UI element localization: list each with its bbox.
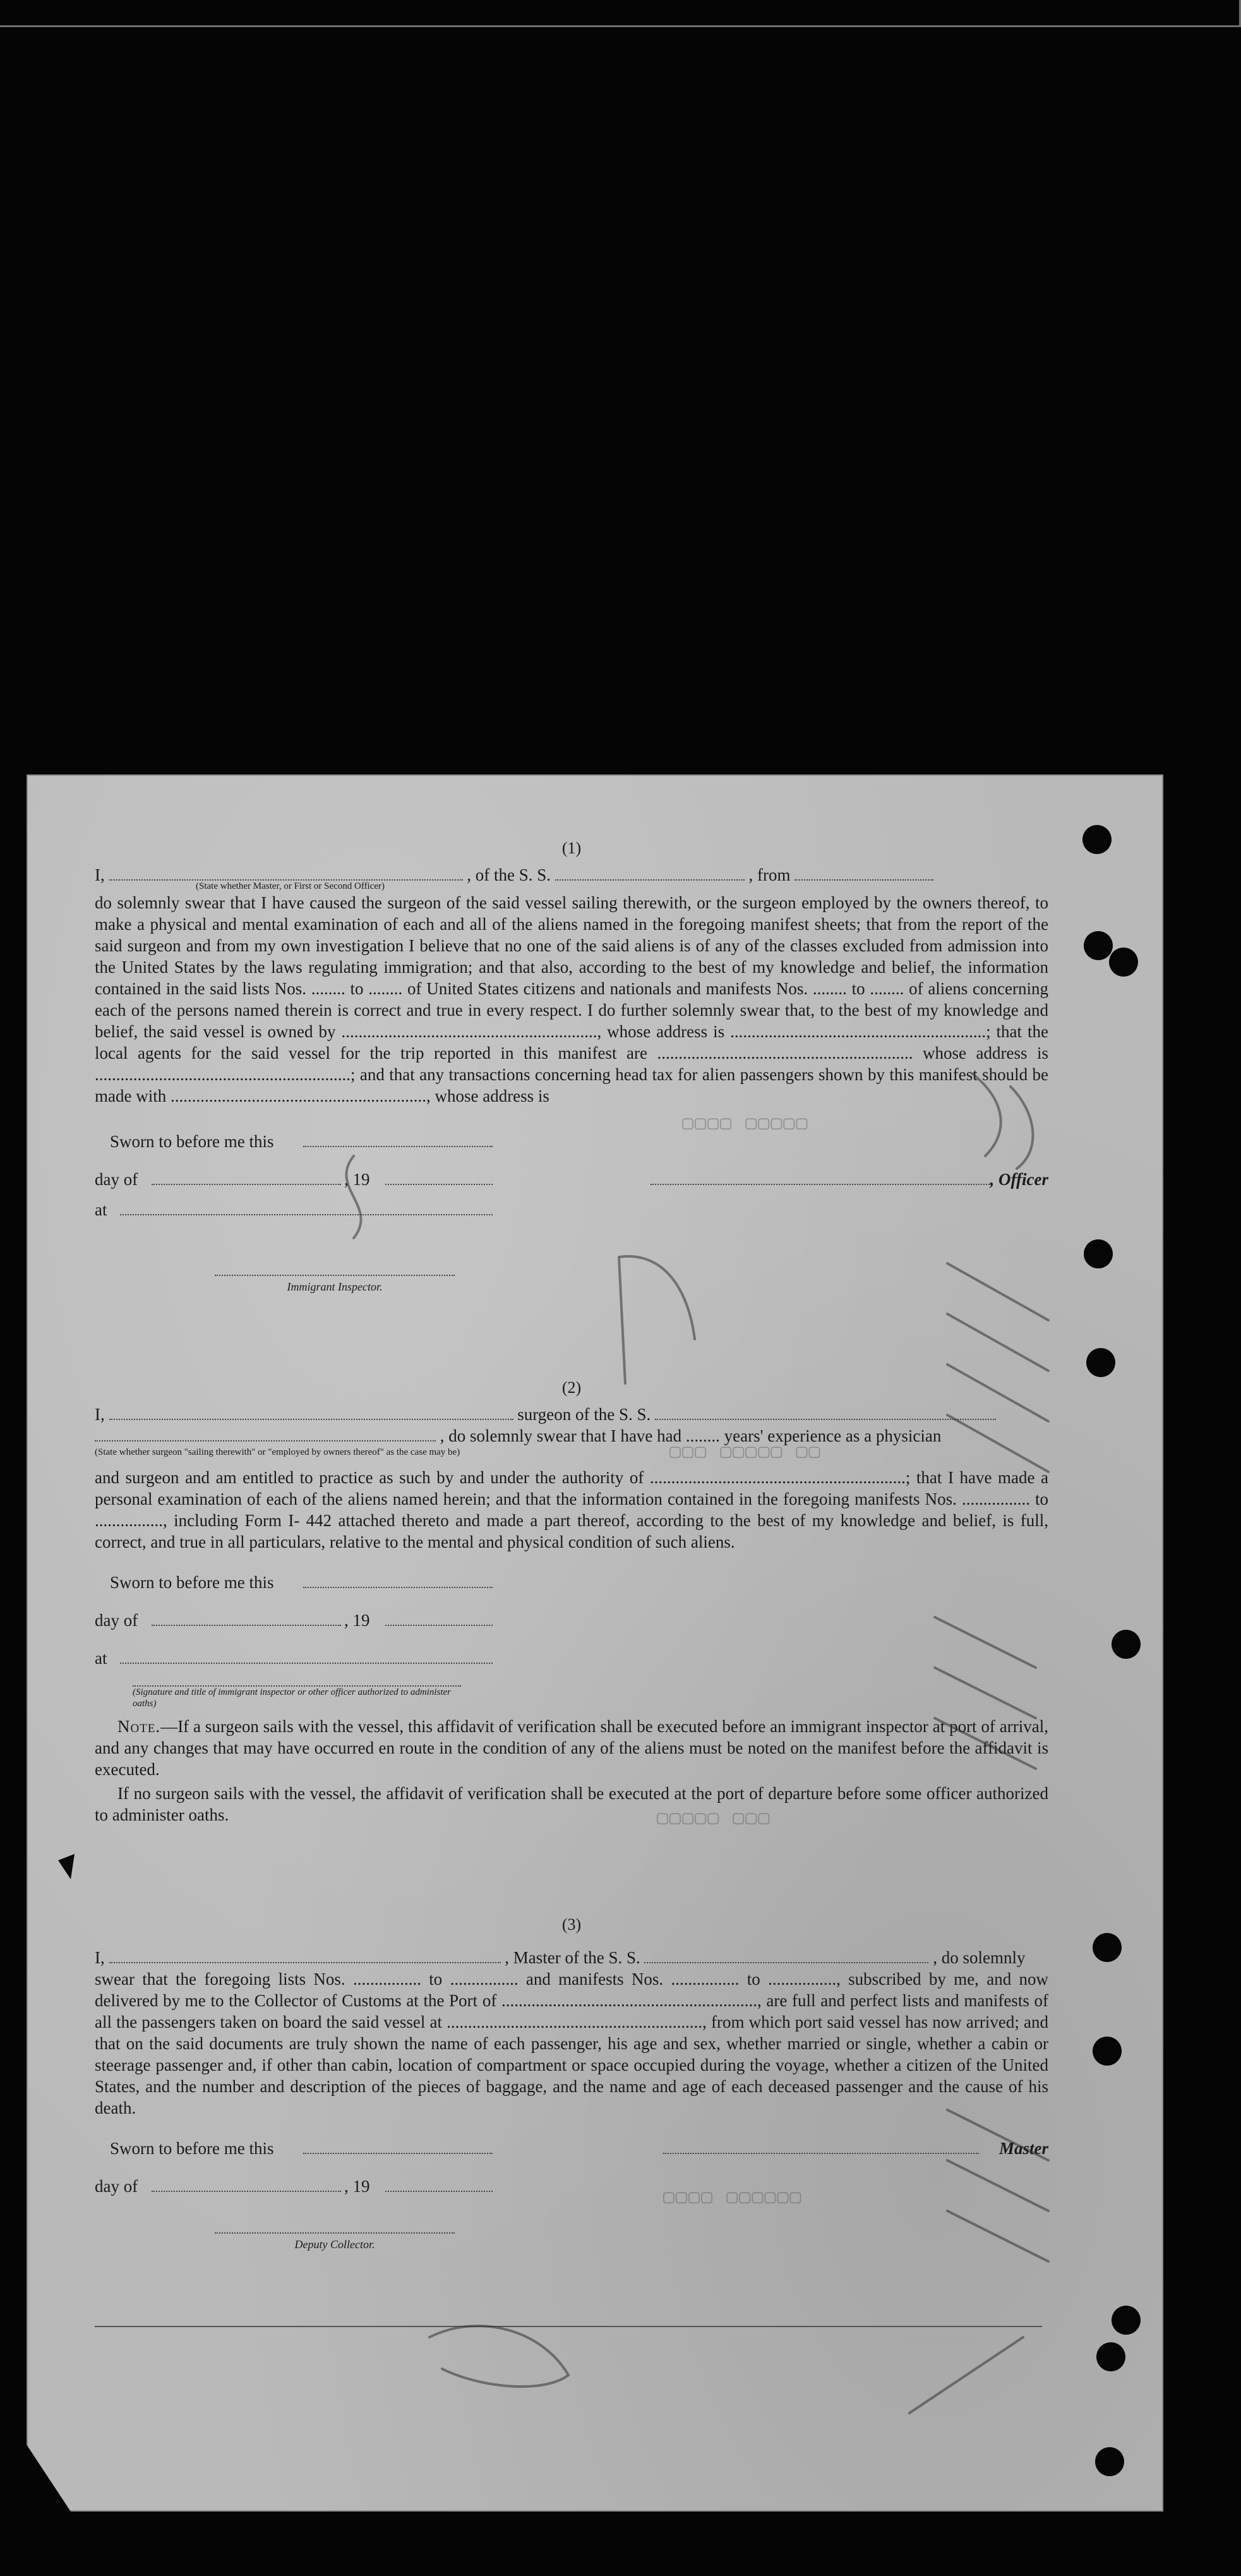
punch-hole (1084, 931, 1113, 960)
port-field[interactable] (794, 864, 933, 881)
at-row: at (95, 1647, 1048, 1679)
name-field[interactable] (109, 1404, 513, 1420)
year-field[interactable] (385, 2176, 493, 2192)
at-field[interactable] (120, 1647, 493, 1664)
surgeon-type-field[interactable] (95, 1425, 436, 1441)
collector-caption: Deputy Collector. (294, 2238, 375, 2251)
section-number: (1) (561, 839, 582, 857)
surgeon-oath-body: and surgeon and am entitled to practice as such by and under the authority of ............................................................; that I have made a personal examination of each of the aliens named herein; and that the information contained in the foregoing manifests Nos. ................ to ................, including Form I- 442 attached thereto and made a part thereof, according to the best of my knowledge and belief, is full, correct, and true in all particulars, relative to the mental and physical condition of such aliens. (95, 1468, 1048, 1551)
at-row: at (95, 1199, 1048, 1249)
collector-oath-line: I, , Master of the S. S. , do solemnly (95, 1948, 1026, 1967)
sworn-date-field[interactable] (303, 2138, 493, 2154)
bottom-rule (95, 2326, 1042, 2327)
punch-hole (1096, 2342, 1125, 2371)
sworn-date-field[interactable] (303, 1572, 493, 1588)
signature-caption: (Signature and title of immigrant inspector or other officer authorized to administer oaths) (133, 1687, 452, 1709)
name-field[interactable] (109, 1947, 501, 1963)
affidavit-content (95, 834, 1048, 2255)
punch-hole (1093, 1933, 1122, 1962)
punch-hole (1082, 825, 1112, 854)
master-oath-line: I, , of the S. S. , from (95, 864, 1048, 886)
day-row: day of , 19 , Officer (95, 1170, 1048, 1189)
punch-hole (1095, 2447, 1124, 2476)
day-row: day of , 19 (95, 2176, 1048, 2213)
section-number: (2) (561, 1378, 582, 1397)
bleed-through-text: ▢▢▢▢▢ ▢▢▢ (657, 1809, 771, 1830)
day-field[interactable] (152, 1610, 341, 1626)
surgeon-note: Note.—If a surgeon sails with the vessel, this affidavit of verification shall be executed before an immigrant inspector at port of arrival, and any changes that may have occurred en route in the condition of any of the aliens must be noted on the manifest before the affidavit is executed. (95, 1717, 1048, 1779)
vessel-field[interactable] (555, 864, 745, 881)
vessel-field[interactable] (644, 1947, 928, 1963)
sworn-row: Sworn to before me this (95, 1572, 1048, 1610)
year-field[interactable] (385, 1610, 493, 1626)
bleed-through-text: ▢▢▢▢ ▢▢▢▢▢ (682, 1114, 809, 1135)
field-caption: (State whether surgeon "sailing therewith" or "employed by owners thereof" as the case may be) (95, 1447, 460, 1457)
inspector-caption: Immigrant Inspector. (287, 1280, 383, 1293)
punch-hole (1109, 948, 1138, 977)
sworn-row: Sworn to before me this (95, 1131, 1048, 1169)
punch-hole (1086, 1348, 1115, 1377)
collector-oath-body: swear that the foregoing lists Nos. ................ to ................ and manifests Nos. ................ to ................, subscribed by me, and now delivered by me to the Collector of Customs at the Port of ............................................................, are full and perfect lists and manifests of all the passengers taken on board the said vessel at ............................................................, from which port said vessel has now arrived; and that on the said documents are truly shown the name of each passenger, his age and sex, whether married or single, whether a cabin or steerage passenger and, if other than cabin, location of compartment or space occupied during the voyage, whether a citizen of the United States, and the number and description of the pieces of baggage, and the name and age of each deceased passenger and the cause of his death. (95, 1970, 1048, 2117)
surgeon-oath-line-2: , do solemnly swear that I have had ........ years' experience as a physician (95, 1425, 1048, 1447)
at-field[interactable] (120, 1199, 493, 1215)
name-field[interactable] (109, 864, 463, 881)
bleed-through-text: ▢▢▢ ▢▢▢▢▢ ▢▢ (669, 1442, 822, 1464)
vessel-field[interactable] (655, 1404, 996, 1420)
day-field[interactable] (152, 2176, 341, 2192)
master-oath-body: do solemnly swear that I have caused the surgeon of the said vessel sailing therewith, or the surgeon employed by the owners thereof, to make a physical and mental examination of each and all of the aliens named in the foregoing manifest sheets; that from the report of the said surgeon and from my own investigation I believe that no one of the said aliens is of any of the classes excluded from admission into the United States by the laws regulating immigration; and that also, according to the best of my knowledge and belief, the information contained in the said lists Nos. ........ to ........ of United States citizens and nationals and manifests Nos. ........ to ........ of aliens concerning each of the persons named therein is correct and true in every respect. I do further solemnly swear that, to the best of my knowledge and belief, the said vessel is owned by ............................................................, whose address is ............................................................; that the local agents for the said vessel for the trip reported in this manifest are ............................................................ whose address is ............................................................; and that any transactions concerning head tax for alien passengers shown by this manifest should be made with ............................................................, whose address is (95, 893, 1048, 1105)
day-row: day of , 19 (95, 1610, 1048, 1647)
punch-hole (1112, 2306, 1141, 2335)
punch-hole (1084, 1239, 1113, 1268)
sworn-date-field[interactable] (303, 1131, 493, 1147)
section-number: (3) (561, 1915, 582, 1934)
punch-hole (1093, 2037, 1122, 2066)
sworn-row: Sworn to before me this Master (110, 2139, 1048, 2158)
punch-hole (1112, 1630, 1141, 1659)
day-field[interactable] (152, 1169, 341, 1185)
field-caption: (State whether Master, or First or Second Officer) (196, 881, 385, 891)
master-signature-field[interactable] (663, 2138, 979, 2154)
surgeon-oath-line: I, surgeon of the S. S. (95, 1404, 1048, 1425)
bleed-through-text: ▢▢▢▢ ▢▢▢▢▢▢ (663, 2188, 803, 2209)
officer-signature-field[interactable] (650, 1169, 992, 1185)
year-field[interactable] (385, 1169, 493, 1185)
scan-edge-line (0, 25, 1241, 27)
surgeon-note-2: If no surgeon sails with the vessel, the affidavit of verification shall be executed at the port of departure before some officer authorized to administer oaths. (95, 1784, 1048, 1824)
